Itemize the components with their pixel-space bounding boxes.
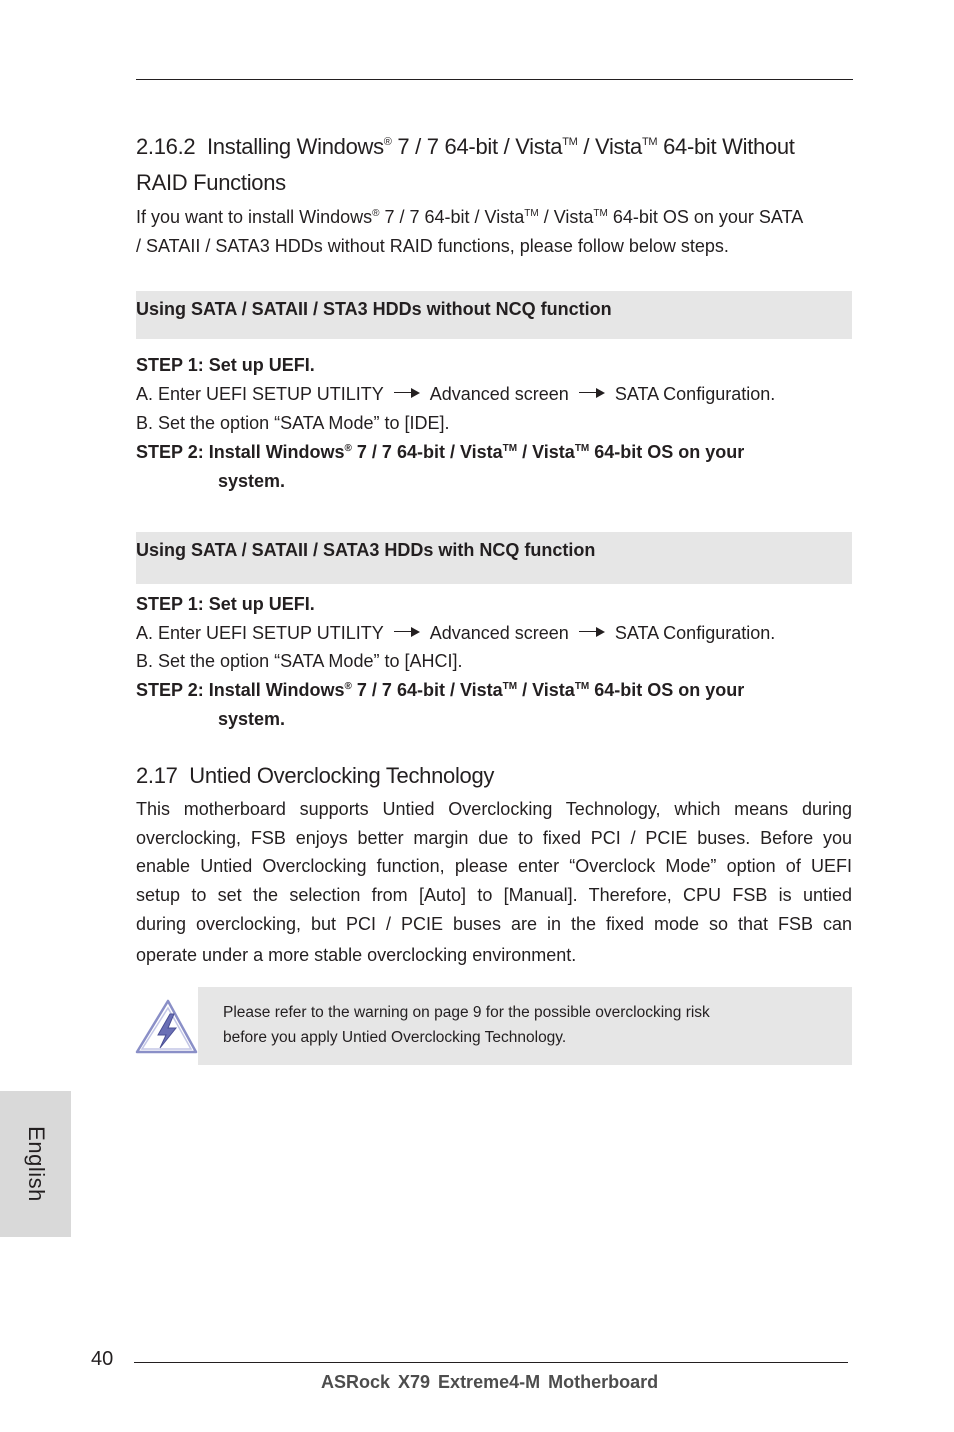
arrow-right-icon	[579, 627, 605, 637]
arrow-right-icon	[579, 388, 605, 398]
step1-a: A. Enter UEFI SETUP UTILITY Advanced screen SATA Configuration.	[136, 623, 776, 643]
paragraph-line: overclocking, FSB enjoys better margin due to fixed PCI / PCIE buses. Before you	[136, 828, 852, 848]
warning-lightning-icon	[134, 998, 198, 1056]
paragraph-line: enable Untied Overclocking function, please enter “Overclock Mode” option of UEFI	[136, 856, 852, 876]
intro-paragraph: If you want to install Windows® 7 / 7 64-bit / Vista™ / Vista™ 64-bit OS on your SATA	[136, 207, 804, 227]
section-number: 2.16.2	[136, 134, 196, 159]
warning-note-text: Please refer to the warning on page 9 for the possible overclocking risk before you apply Untied Overclocking Technology.	[223, 1004, 710, 1046]
intro-paragraph-line2: / SATAII / SATA3 HDDs without RAID functions, please follow below steps.	[136, 236, 729, 256]
step2: STEP 2: Install Windows® 7 / 7 64-bit / Vista™ / Vista™ 64-bit OS on your	[136, 680, 745, 700]
section-heading-2-16-2: 2.16.2 Installing Windows® 7 / 7 64-bit / Vista™ / Vista™ 64-bit Without	[136, 134, 795, 159]
heading-no-ncq: Using SATA / SATAII / STA3 HDDs without NCQ function	[136, 299, 612, 319]
step1-a: A. Enter UEFI SETUP UTILITY Advanced screen SATA Configuration.	[136, 384, 776, 404]
heading-bar-no-ncq	[136, 291, 852, 339]
step2-line2: system.	[218, 709, 286, 729]
arrow-right-icon	[394, 627, 420, 637]
step1-title: STEP 1: Set up UEFI.	[136, 594, 315, 614]
step1-b: B. Set the option “SATA Mode” to [AHCI].	[136, 651, 463, 671]
step2: STEP 2: Install Windows® 7 / 7 64-bit / Vista™ / Vista™ 64-bit OS on your	[136, 442, 745, 462]
footer-rule	[134, 1362, 848, 1363]
heading-bar-ncq	[136, 532, 852, 584]
top-rule	[136, 79, 853, 80]
page-number: 40	[91, 1348, 114, 1370]
section-number: 2.17	[136, 763, 178, 788]
arrow-right-icon	[394, 388, 420, 398]
footer-title: ASRock X79 Extreme4-M Motherboard	[321, 1372, 659, 1392]
section-heading-2-16-2-line2: RAID Functions	[136, 170, 286, 195]
paragraph-line: This motherboard supports Untied Overclocking Technology, which means during	[136, 799, 852, 819]
step1-b: B. Set the option “SATA Mode” to [IDE].	[136, 413, 450, 433]
language-side-label: English	[23, 1126, 49, 1202]
step1-title: STEP 1: Set up UEFI.	[136, 355, 315, 375]
paragraph-line: during overclocking, but PCI / PCIE buses are in the fixed mode so that FSB can	[136, 914, 852, 934]
section-heading-2-17: 2.17 Untied Overclocking Technology	[136, 763, 495, 788]
paragraph-line: setup to set the selection from [Auto] to [Manual]. Therefore, CPU FSB is untied	[136, 885, 852, 905]
step2-line2: system.	[218, 471, 286, 491]
paragraph-last-line: operate under a more stable overclocking environment.	[136, 945, 577, 965]
heading-ncq: Using SATA / SATAII / SATA3 HDDs with NCQ function	[136, 540, 596, 560]
